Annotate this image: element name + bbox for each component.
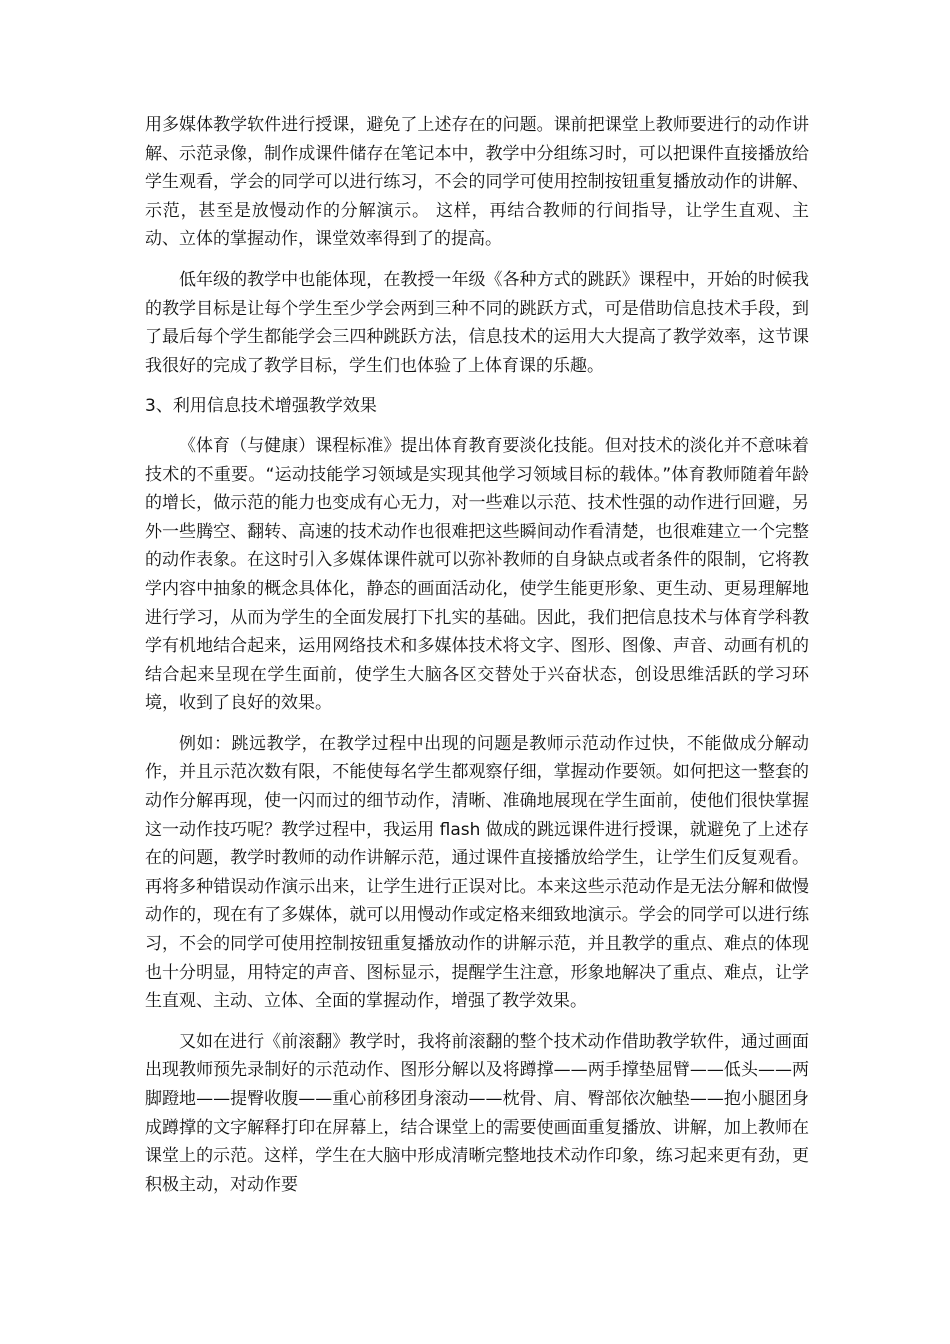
paragraph-long-jump-example: 例如：跳远教学，在教学过程中出现的问题是教师示范动作过快，不能做成分解动作，并且示范次数有限，不能使每名学生都观察仔细，掌握动作要领。如何把这一整套的动作分解再现，使一闪而过的细节动作，清晰、准确地展现在学生面前，使他们很快掌握这一动作技巧呢？教学过程中，我运用 flash 做成的跳远课件进行授课，就避免了上述存在的问题，教学时教师的动作讲解示范，通过课件直接播放给学生，让学生们反复观看。再将多种错误动作演示出来，让学生进行正误对比。本来这些示范动作是无法分解和做慢动作的，现在有了多媒体，就可以用慢动作或定格来细致地演示。学会的同学可以进行练习，不会的同学可使用控制按钮重复播放动作的讲解示范，并且教学的重点、难点的体现也十分明显，用特定的声音、图标显示，提醒学生注意，形象地解决了重点、难点，让学生直观、主动、立体、全面的掌握动作，增强了教学效果。 — [145, 733, 809, 1012]
document-body — [145, 111, 809, 1211]
paragraph-continuation: 用多媒体教学软件进行授课，避免了上述存在的问题。课前把课堂上教师要进行的动作讲解、示范录像，制作成课件储存在笔记本中，教学中分组练习时，可以把课件直接播放给学生观看，学会的同学可以进行练习，不会的同学可使用控制按钮重复播放动作的讲解、示范，甚至是放慢动作的分解演示。 这样，再结合教师的行间指导，让学生直观、主动、立体的掌握动作，课堂效率得到了的提高。 — [145, 115, 809, 250]
paragraph-low-grade-example: 低年级的教学中也能体现，在教授一年级《各种方式的跳跃》课程中，开始的时候我的教学目标是让每个学生至少学会两到三种不同的跳跃方式，可是借助信息技术手段，到了最后每个学生都能学会三四种跳跃方法，信息技术的运用大大提高了教学效率，这节课我很好的完成了教学目标，学生们也体验了上体育课的乐趣。 — [145, 269, 809, 376]
paragraph-forward-roll-example: 又如在进行《前滚翻》教学时，我将前滚翻的整个技术动作借助教学软件，通过画面出现教师预先录制好的示范动作、图形分解以及将蹲撑——两手撑垫屈臂——低头——两脚蹬地——提臀收腹——重心前移团身滚动——枕骨、肩、臀部依次触垫——抱小腿团身成蹲撑的文字解释打印在屏幕上，结合课堂上的需要使画面重复播放、讲解，加上教师在课堂上的示范。这样，学生在大脑中形成清晰完整地技术动作印象，练习起来更有劲，更积极主动，对动作要 — [145, 1031, 809, 1195]
section-heading: 3、利用信息技术增强教学效果 — [145, 396, 377, 417]
paragraph-curriculum-standard: 《体育（与健康）课程标准》提出体育教育要淡化技能。但对技术的淡化并不意味着技术的不重要。“运动技能学习领域是实现其他学习领域目标的载体。”体育教师随着年龄的增长，做示范的能力也变成有心无力，对一些难以示范、技术性强的动作进行回避，另外一些腾空、翻转、高速的技术动作也很难把这些瞬间动作看清楚，也很难建立一个完整的动作表象。在这时引入多媒体课件就可以弥补教师的自身缺点或者条件的限制，它将教学内容中抽象的概念具体化，静态的画面活动化，使学生能更形象、更生动、更易理解地进行学习，从而为学生的全面发展打下扎实的基础。因此，我们把信息技术与体育学科教学有机地结合起来，运用网络技术和多媒体技术将文字、图形、图像、声音、动画有机的结合起来呈现在学生面前，使学生大脑各区交替处于兴奋状态，创设思维活跃的学习环境，收到了良好的效果。 — [145, 435, 809, 714]
